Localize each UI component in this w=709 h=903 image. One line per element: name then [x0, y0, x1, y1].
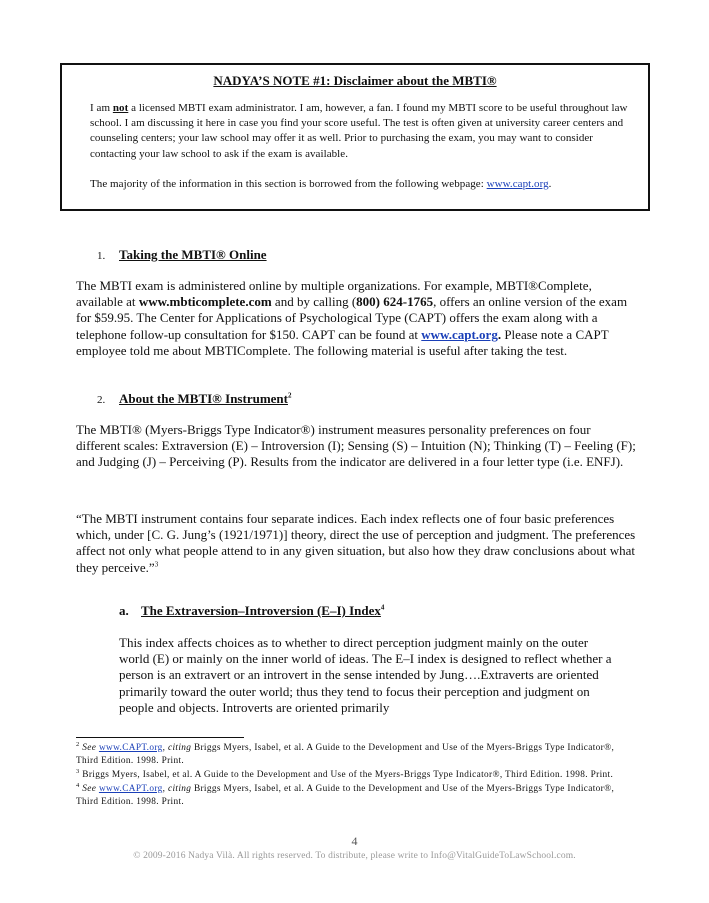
footnote-divider: [76, 737, 244, 738]
quote-paragraph: “The MBTI instrument contains four separate indices. Each index reflects one of four basic preferences which, under [C. G. Jung’s (1921/1971)] theory, direct the use of perception and judgment. The preferences affect not only what people attend to in any given situation, but also how they draw conclusions about what they perceive.”$^3$: [76, 511, 636, 575]
page-number: 4: [351, 834, 358, 848]
copyright-footer: © 2009-2016 Nadya Vilà. All rights reserved. To distribute, please write to Info@VitalGuideToLawSchool.com.: [133, 851, 576, 861]
footnote-4: $^4$ See www.CAPT.org, citing Briggs Myers, Isabel, et al. A Guide to the Development and Use of the Myers-Briggs Type Indicator®, Third Edition. 1998. Print.: [76, 781, 615, 807]
note-paragraph-2: The majority of the information in this section is borrowed from the following webpage: www.capt.org.: [90, 177, 552, 190]
capt-link[interactable]: www.capt.org: [486, 177, 549, 190]
subsection-a-paragraph: This index affects choices as to whether to direct perception judgment mainly on the outer world (E) or mainly on the inner world of ideas. The E–I index is designed to reflect whether a person is an extravert or an introvert in the sense intended by Jung….Extraverts are oriented primarily toward the outer world; thus they tend to focus their perception and judgment on people and objects. Introverts are oriented primarily: [119, 635, 612, 715]
phone-number: 800) 624-1765: [356, 294, 434, 310]
section-1-paragraph: The MBTI exam is administered online by multiple organizations. For example, MBTI®Complete, available at www.mbticomplete.com and by calling (800) 624-1765, offers an online version of the exam for $59.95. The Center for Applications of Psychological Type (CAPT) offers the exam along with a telephone follow-up consultation for $150. CAPT can be found at www.capt.org. Please note a CAPT employee told me about MBTIComplete. The following material is useful after taking the test.: [76, 278, 628, 358]
mbticomplete-site: www.mbticomplete.com: [138, 294, 272, 310]
note-paragraph-1: I am not a licensed MBTI exam administrator. I am, however, a fan. I found my MBTI score to be useful throughout law school. I am discussing it here in case you find your score useful. The test is often given at university career centers and counseling centers; your law school may offer it as well. Prior to purchasing the exam, you may want to consider contacting your law school to ask if the exam is available.: [90, 102, 628, 160]
section-2-heading: 2. About the MBTI® Instrument$^2$: [97, 391, 292, 406]
subsection-a-heading: a. The Extraversion–Introversion (E–I) Index$^4$: [119, 603, 385, 618]
note-title: NADYA’S NOTE #1: Disclaimer about the MBTI®: [213, 73, 497, 88]
section-1-heading: 1. Taking the MBTI® Online: [97, 247, 267, 262]
note-body: [90, 101, 640, 192]
footnote-4-link[interactable]: www.CAPT.org: [98, 784, 163, 794]
footnote-2-link[interactable]: www.CAPT.org: [98, 743, 163, 753]
emphasis-not: not: [112, 102, 129, 114]
footnote-3: $^3$ Briggs Myers, Isabel, et al. A Guide to the Development and Use of the Myers-Briggs Type Indicator®, Third Edition. 1998. Print.: [76, 767, 614, 780]
disclaimer-note-box: [60, 63, 650, 211]
section-2-paragraph: The MBTI® (Myers-Briggs Type Indicator®) instrument measures personality preferences on four different scales: Extraversion (E) – Introversion (I); Sensing (S) – Intuition (N); Thinking (T) – Feeling (F); and Judging (J) – Perceiving (P). Results from the indicator are delivered in a four letter type (i.e. ENFJ).: [76, 422, 636, 470]
capt-link-bold[interactable]: www.capt.org: [421, 326, 498, 342]
footnote-2: $^2$ See www.CAPT.org, citing Briggs Myers, Isabel, et al. A Guide to the Development and Use of the Myers-Briggs Type Indicator®, Third Edition. 1998. Print.: [76, 740, 615, 766]
footnotes: [76, 742, 636, 810]
